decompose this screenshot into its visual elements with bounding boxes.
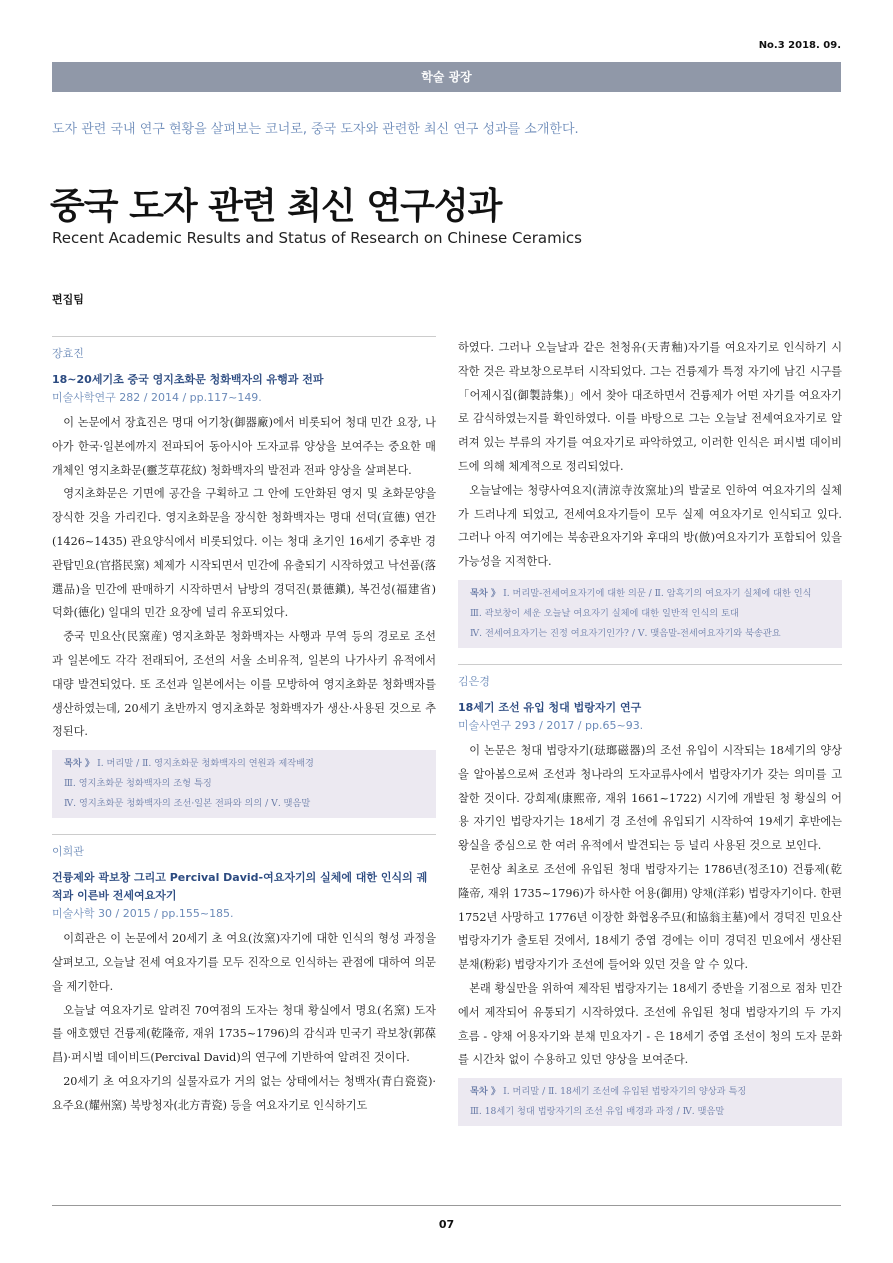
article-title: 18세기 조선 유입 청대 법랑자기 연구 xyxy=(458,700,642,714)
toc-line xyxy=(64,754,424,774)
toc-label: 목차 》 xyxy=(470,1086,501,1098)
toc-box xyxy=(458,1078,842,1126)
footer-rule xyxy=(52,1205,841,1206)
toc-item: Ⅰ. 머리말-전세여요자기에 대한 의문 / Ⅱ. 암흑기의 여요자기 실체에 대한 인식 xyxy=(503,587,812,599)
article-paragraph: 영지초화문은 기면에 공간을 구획하고 그 안에 도안화된 영지 및 초화문양을 장식한 것을 가리킨다. 영지초화문을 장식한 청화백자는 명대 선덕(宣德) 연간(1426~1435) 관요양식에서 비롯되었다. 이는 청대 초기인 16세기 중후반 경 관탑민요(官搭民窯) 체제가 시작되면서 민간에 유출되기 시작하였고 낙선품(落選品)을 민간에 판매하기 시작하면서 남방의 경덕진(景德鎭), 복건성(福建省) 덕화(德化) 일대의 민간 요장에 널리 유포되었다. xyxy=(52,487,436,620)
editor-credit: 편집팀 xyxy=(52,293,84,306)
divider xyxy=(52,834,436,835)
article-paragraph: 중국 민요산(民窯産) 영지초화문 청화백자는 사행과 무역 등의 경로로 조선과 일본에도 각각 전래되어, 조선의 서울 소비유적, 일본의 나가사키 유적에서 대량 발견되었다. 또 조선과 일본에서는 이를 모방하여 영지초화문 청화백자를 생산하였는데, 20세기 초반까지 영지초화문 청화백자가 생산·사용된 것으로 추정된다. xyxy=(52,630,436,739)
page-number: 07 xyxy=(438,1218,455,1231)
article-paragraph: 하였다. 그러나 오늘날과 같은 천청유(天靑釉)자기를 여요자기로 인식하기 시작한 것은 곽보창으로부터 시작되었다. 그는 건륭제가 특정 자기에 남긴 시구를「어제시집(御製詩集)」에서 찾아 대조하면서 건륭제가 어떤 자기를 여요자기로 감식하였는지를 확인하였다. 이를 바탕으로 그는 오늘날 전세여요자기로 알려져 있는 부류의 자기를 여요자기로 파악하였고, 이러한 인식은 퍼시벌 데이비드에 의해 체계적으로 정리되었다. xyxy=(458,341,842,473)
toc-box xyxy=(458,580,842,648)
intro-text: 도자 관련 국내 연구 현황을 살펴보는 코너로, 중국 도자와 관련한 최신 연구 성과를 소개한다. xyxy=(52,122,579,137)
toc-line xyxy=(470,584,830,604)
toc-box xyxy=(52,750,436,818)
article-source: 미술사학연구 282 / 2014 / pp.117~149. xyxy=(52,391,262,404)
toc-item: Ⅲ. 곽보창이 세운 오늘날 여요자기 실체에 대한 일반적 인식의 토대 xyxy=(470,607,739,619)
toc-label: 목차 》 xyxy=(64,758,95,770)
right-column xyxy=(458,336,842,1142)
article-author: 장효진 xyxy=(52,347,84,360)
toc-item: Ⅰ. 머리말 / Ⅱ. 18세기 조선에 유입된 법랑자기의 양상과 특징 xyxy=(503,1086,747,1098)
toc-item: Ⅲ. 영지초화문 청화백자의 조형 특징 xyxy=(64,778,212,790)
article-paragraph: 문헌상 최초로 조선에 유입된 청대 법랑자기는 1786년(정조10) 건륭제(乾隆帝, 재위 1735~1796)가 하사한 어용(御用) 양채(洋彩) 법랑자기이다. 한편 1752년 사망하고 1776년 이장한 화협옹주묘(和協翁主墓)에서 경덕진 민요산 법랑자기가 출토된 것에서, 18세기 중엽 경에는 이미 경덕진 민요에서 생산된 분채(粉彩) 법랑자기가 조선에 들어와 있던 것을 알 수 있다. xyxy=(458,862,842,972)
toc-item: Ⅳ. 영지초화문 청화백자의 조선·일본 전파와 의의 / Ⅴ. 맺음말 xyxy=(64,798,311,810)
article-author: 이희관 xyxy=(52,845,84,859)
toc-item: Ⅳ. 전세여요자기는 진정 여요자기인가? / Ⅴ. 맺음말-전세여요자기와 북송관요 xyxy=(470,627,781,639)
page-title: 중국 도자 관련 최신 연구성과 xyxy=(50,186,502,227)
article-paragraph: 이희관은 이 논문에서 20세기 초 여요(汝窯)자기에 대한 인식의 형성 과정을 살펴보고, 오늘날 전세 여요자기를 모두 진작으로 인식하는 관점에 대하여 의문을 제기한다. xyxy=(52,932,436,993)
article-paragraph: 이 논문에서 장효진은 명대 어기창(御器廠)에서 비롯되어 청대 민간 요장, 나아가 한국·일본에까지 전파되어 동아시아 도자교류 양상을 보여주는 중요한 매개체인 영지초화문(靈芝草花紋) 청화백자의 발전과 전파 양상을 살펴본다. xyxy=(52,416,436,477)
toc-label: 목차 》 xyxy=(470,587,501,599)
article-paragraph: 20세기 초 여요자기의 실물자료가 거의 없는 상태에서는 청백자(青白瓷瓷)·요주요(耀州窯) 북방청자(北方青瓷) 등을 여요자기로 인식하기도 xyxy=(52,1074,436,1112)
article-title: 18~20세기초 중국 영지초화문 청화백자의 유행과 전파 xyxy=(52,373,324,386)
toc-item: Ⅲ. 18세기 청대 법랑자기의 조선 유입 배경과 과정 / Ⅳ. 맺음말 xyxy=(470,1106,725,1118)
toc-item: Ⅰ. 머리말 / Ⅱ. 영지초화문 청화백자의 연원과 제작배경 xyxy=(97,758,314,770)
article-paragraph: 이 논문은 청대 법랑자기(琺瑯磁器)의 조선 유입이 시작되는 18세기의 양상을 알아봄으로써 조선과 청나라의 도자교류사에서 법랑자기가 갖는 의미를 고찰한 것이다. 강희제(康熙帝, 재위 1661~1722) 시기에 개발된 청 황실의 어용 자기인 법랑자기는 18세기 경 조선에 유입되기 시작하여 19세기 후반에는 왕실을 중심으로 한 여러 유적에서 발견되는 등 널리 사용된 것으로 보인다. xyxy=(458,743,842,853)
article-paragraph: 오늘날에는 청량사여요지(淸涼寺汝窯址)의 발굴로 인하여 여요자기의 실체가 드러나게 되었고, 전세여요자기들이 모두 실제 여요자기로 인식되고 있다. 그러나 아직 여기에는 북송관요자기와 후대의 방(倣)여요자기가 포함되어 있을 가능성을 지적한다. xyxy=(458,483,842,569)
divider xyxy=(52,336,436,337)
article-title: 건륭제와 곽보창 그리고 Percival David-여요자기의 실체에 대한 인식의 궤적과 이른바 전세여요자기 xyxy=(52,871,428,903)
section-band: 학술 광장 xyxy=(52,62,841,92)
article-paragraph: 본래 황실만을 위하여 제작된 법랑자기는 18세기 중반을 기점으로 점차 민간에서 제작되어 유통되기 시작하였다. 조선에 유입된 청대 법랑자기의 두 가지 흐름 - 양채 어용자기와 분채 민요자기 - 은 18세기 중엽 조선이 청의 도자 문화를 시간차 없이 수용하고 있던 양상을 보여준다. xyxy=(458,981,842,1067)
divider xyxy=(458,664,842,665)
article-paragraph: 오늘날 여요자기로 알려진 70여점의 도자는 청대 황실에서 명요(名窯) 도자를 애호했던 건륭제(乾隆帝, 재위 1735~1796)의 감식과 민국기 곽보창(郭葆昌)·퍼시벌 데이비드(Percival David)의 연구에 기반하여 알려진 것이다. xyxy=(52,1003,436,1065)
left-column xyxy=(52,336,436,1118)
article-source: 미술사학 30 / 2015 / pp.155~185. xyxy=(52,907,234,921)
page-subtitle-en: Recent Academic Results and Status of Research on Chinese Ceramics xyxy=(52,229,582,247)
article-source: 미술사연구 293 / 2017 / pp.65~93. xyxy=(458,718,644,732)
article-author: 김은경 xyxy=(458,674,490,688)
toc-line xyxy=(470,1082,830,1102)
issue-number: No.3 2018. 09. xyxy=(758,40,841,51)
